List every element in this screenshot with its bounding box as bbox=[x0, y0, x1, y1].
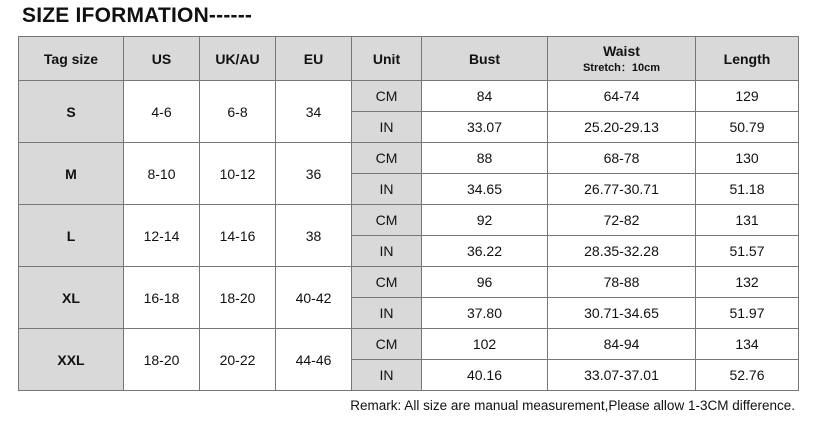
remark-note: Remark: All size are manual measurement,Please allow 1-3CM difference. bbox=[350, 398, 795, 413]
length-cell: 134 bbox=[696, 329, 799, 360]
waist-cell: 68-78 bbox=[548, 143, 696, 174]
waist-cell: 25.20-29.13 bbox=[548, 112, 696, 143]
unit-cell: CM bbox=[352, 81, 422, 112]
uk-au-cell: 18-20 bbox=[200, 267, 276, 329]
bust-cell: 84 bbox=[422, 81, 548, 112]
length-cell: 51.97 bbox=[696, 298, 799, 329]
waist-cell: 26.77-30.71 bbox=[548, 174, 696, 205]
us-cell: 16-18 bbox=[124, 267, 200, 329]
bust-cell: 37.80 bbox=[422, 298, 548, 329]
uk-au-cell: 10-12 bbox=[200, 143, 276, 205]
table-row bbox=[19, 329, 799, 360]
tag-size-cell: S bbox=[19, 81, 124, 143]
uk-au-cell: 6-8 bbox=[200, 81, 276, 143]
header-row bbox=[19, 37, 799, 81]
waist-cell: 30.71-34.65 bbox=[548, 298, 696, 329]
bust-cell: 102 bbox=[422, 329, 548, 360]
waist-cell: 33.07-37.01 bbox=[548, 360, 696, 391]
header-waist-stretch: Stretch：10cm bbox=[582, 61, 661, 74]
unit-cell: IN bbox=[352, 236, 422, 267]
bust-cell: 36.22 bbox=[422, 236, 548, 267]
tag-size-cell: L bbox=[19, 205, 124, 267]
unit-cell: CM bbox=[352, 329, 422, 360]
header-waist-label: Waist bbox=[603, 42, 640, 59]
waist-cell: 28.35-32.28 bbox=[548, 236, 696, 267]
unit-cell: IN bbox=[352, 112, 422, 143]
bust-cell: 96 bbox=[422, 267, 548, 298]
header-unit: Unit bbox=[352, 37, 422, 81]
unit-cell: IN bbox=[352, 360, 422, 391]
bust-cell: 34.65 bbox=[422, 174, 548, 205]
bust-cell: 92 bbox=[422, 205, 548, 236]
header-waist bbox=[548, 37, 696, 81]
eu-cell: 36 bbox=[276, 143, 352, 205]
tag-size-cell: XXL bbox=[19, 329, 124, 391]
length-cell: 51.18 bbox=[696, 174, 799, 205]
length-cell: 51.57 bbox=[696, 236, 799, 267]
length-cell: 129 bbox=[696, 81, 799, 112]
bust-cell: 33.07 bbox=[422, 112, 548, 143]
us-cell: 12-14 bbox=[124, 205, 200, 267]
table-row bbox=[19, 267, 799, 298]
uk-au-cell: 20-22 bbox=[200, 329, 276, 391]
length-cell: 132 bbox=[696, 267, 799, 298]
us-cell: 8-10 bbox=[124, 143, 200, 205]
unit-cell: CM bbox=[352, 143, 422, 174]
unit-cell: IN bbox=[352, 298, 422, 329]
unit-cell: CM bbox=[352, 205, 422, 236]
header-length: Length bbox=[696, 37, 799, 81]
table-row bbox=[19, 81, 799, 112]
bust-cell: 40.16 bbox=[422, 360, 548, 391]
uk-au-cell: 14-16 bbox=[200, 205, 276, 267]
waist-cell: 84-94 bbox=[548, 329, 696, 360]
bust-cell: 88 bbox=[422, 143, 548, 174]
eu-cell: 44-46 bbox=[276, 329, 352, 391]
header-uk-au: UK/AU bbox=[200, 37, 276, 81]
us-cell: 18-20 bbox=[124, 329, 200, 391]
unit-cell: CM bbox=[352, 267, 422, 298]
length-cell: 50.79 bbox=[696, 112, 799, 143]
length-cell: 130 bbox=[696, 143, 799, 174]
length-cell: 52.76 bbox=[696, 360, 799, 391]
waist-cell: 64-74 bbox=[548, 81, 696, 112]
header-us: US bbox=[124, 37, 200, 81]
tag-size-cell: XL bbox=[19, 267, 124, 329]
header-eu: EU bbox=[276, 37, 352, 81]
table-row bbox=[19, 205, 799, 236]
size-chart-table bbox=[18, 36, 799, 391]
unit-cell: IN bbox=[352, 174, 422, 205]
eu-cell: 38 bbox=[276, 205, 352, 267]
page-title: SIZE IFORMATION------ bbox=[22, 4, 253, 27]
header-tag-size: Tag size bbox=[19, 37, 124, 81]
us-cell: 4-6 bbox=[124, 81, 200, 143]
waist-cell: 72-82 bbox=[548, 205, 696, 236]
tag-size-cell: M bbox=[19, 143, 124, 205]
eu-cell: 40-42 bbox=[276, 267, 352, 329]
table-row bbox=[19, 143, 799, 174]
header-bust: Bust bbox=[422, 37, 548, 81]
waist-cell: 78-88 bbox=[548, 267, 696, 298]
length-cell: 131 bbox=[696, 205, 799, 236]
eu-cell: 34 bbox=[276, 81, 352, 143]
